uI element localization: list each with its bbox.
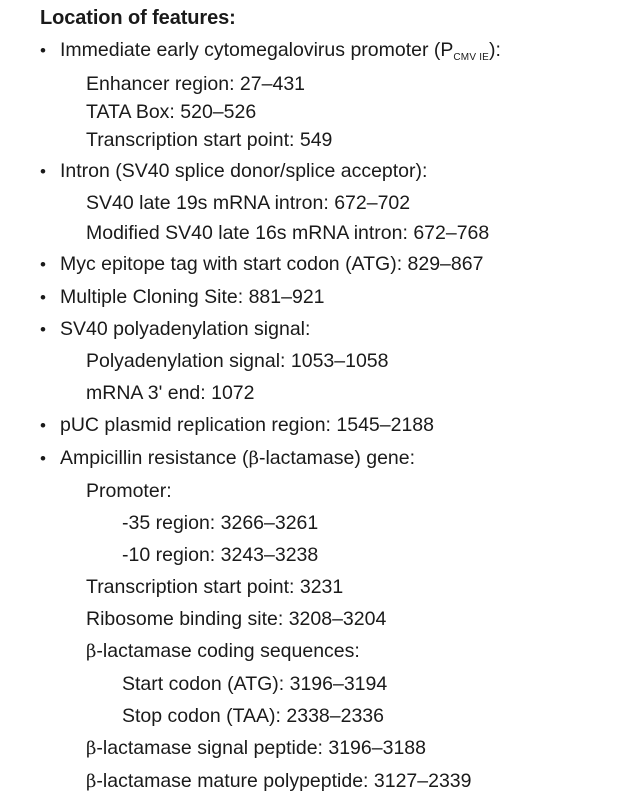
polya-label: SV40 polyadenylation signal:: [60, 318, 311, 340]
sub-item-coding-sequences: [40, 635, 610, 668]
sub-item-signal-peptide: [40, 732, 610, 765]
list-item-polyadenylation: [40, 313, 610, 345]
intron-label: Intron (SV40 splice donor/splice acceptor):: [60, 160, 428, 182]
bullet-icon: [40, 442, 54, 475]
bullet-icon: [40, 281, 54, 314]
sub-item-stop-codon: Stop codon (TAA): 2338–2336: [122, 705, 384, 727]
mature-polypeptide-label: -lactamase mature polypeptide: 3127–2339: [96, 770, 472, 792]
beta-symbol: β: [248, 448, 259, 469]
mcs-label: Multiple Cloning Site: 881–921: [60, 286, 325, 308]
list-item-myc-epitope: [40, 248, 610, 281]
sub-item-late-16s-intron: Modified SV40 late 16s mRNA intron: 672–768: [86, 222, 490, 244]
sub-item-minus10-region: -10 region: 3243–3238: [122, 544, 319, 566]
bullet-icon: [40, 409, 54, 442]
myc-label: Myc epitope tag with start codon (ATG): 829–867: [60, 253, 484, 275]
sub-item-minus35-region: -35 region: 3266–3261: [122, 512, 319, 534]
cmv-label-suffix: ):: [489, 39, 501, 61]
sub-item-transcription-start: Transcription start point: 549: [86, 129, 333, 151]
amp-label-prefix: Ampicillin resistance (: [60, 447, 249, 469]
feature-location-document: [40, 6, 610, 798]
list-item-puc-replication: [40, 409, 610, 442]
bullet-icon: [40, 34, 54, 67]
beta-symbol: β: [86, 771, 97, 792]
list-item-intron: [40, 154, 610, 188]
puc-label: pUC plasmid replication region: 1545–2188: [60, 414, 434, 436]
section-title: Location of features:: [40, 7, 236, 29]
sub-item-start-codon: Start codon (ATG): 3196–3194: [122, 673, 388, 695]
sub-item-mrna-3-end: mRNA 3' end: 1072: [86, 382, 255, 404]
sub-item-amp-transcription-start: Transcription start point: 3231: [86, 576, 344, 598]
sub-item-mature-polypeptide: [40, 765, 610, 798]
list-item-ampicillin-resistance: [40, 442, 610, 475]
bullet-icon: [40, 154, 54, 189]
beta-symbol: β: [86, 641, 97, 662]
bullet-icon: [40, 313, 54, 346]
list-item-multiple-cloning-site: [40, 281, 610, 313]
cmv-label-subscript: CMV IE: [453, 52, 490, 63]
sub-item-enhancer: Enhancer region: 27–431: [86, 73, 306, 95]
bullet-icon: [40, 248, 54, 281]
cmv-label-prefix: Immediate early cytomegalovirus promoter (P: [60, 39, 454, 61]
beta-symbol: β: [86, 738, 97, 759]
amp-label-suffix: -lactamase) gene:: [258, 447, 416, 469]
signal-peptide-label: -lactamase signal peptide: 3196–3188: [96, 737, 426, 759]
sub-item-promoter: Promoter:: [86, 480, 172, 502]
list-item-cmv-promoter: [40, 34, 610, 70]
sub-item-tata-box: TATA Box: 520–526: [86, 101, 257, 123]
sub-item-late-19s-intron: SV40 late 19s mRNA intron: 672–702: [86, 192, 411, 214]
sub-item-ribosome-binding-site: Ribosome binding site: 3208–3204: [86, 608, 387, 630]
coding-label: -lactamase coding sequences:: [96, 640, 360, 662]
sub-item-polyadenylation-signal: Polyadenylation signal: 1053–1058: [86, 350, 389, 372]
